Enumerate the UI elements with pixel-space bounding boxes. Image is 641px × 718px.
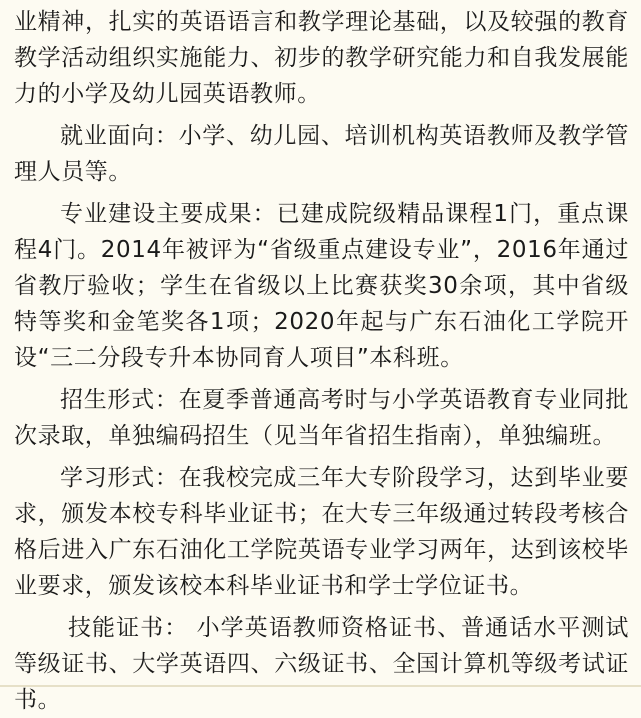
paragraph-employment: 就业面向：小学、幼儿园、培训机构英语教师及教学管理人员等。 [14,123,629,185]
paragraph-achievements: 专业建设主要成果：已建成院级精品课程1门，重点课程4门。2014年被评为“省级重点建设专业”，2016年通过省教厅验收；学生在省级以上比赛获奖30余项，其中省级特等奖和金笔奖各1项；2020年起与广东石油化工学院开设“三二分段专升本协同育人项目”本科班。 [14,201,629,371]
paragraph-study-form: 学习形式：在我校完成三年大专阶段学习，达到毕业要求，颁发本校专科毕业证书；在大专三年级通过转段考核合格后进入广东石油化工学院英语专业学习两年，达到该校毕业要求，颁发该校本科毕业证书和学士学位证书。 [14,465,629,599]
paragraph-certificates: 技能证书： 小学英语教师资格证书、普通话水平测试等级证书、大学英语四、六级证书、全国计算机等级考试证书。 [14,615,629,713]
paragraph-intro-continued: 业精神，扎实的英语语言和教学理论基础，以及较强的教育教学活动组织实施能力、初步的教学研究能力和自我发展能力的小学及幼儿园英语教师。 [14,9,629,107]
paragraph-enrollment: 招生形式：在夏季普通高考时与小学英语教育专业同批次录取，单独编码招生（见当年省招生指南），单独编班。 [14,387,629,449]
